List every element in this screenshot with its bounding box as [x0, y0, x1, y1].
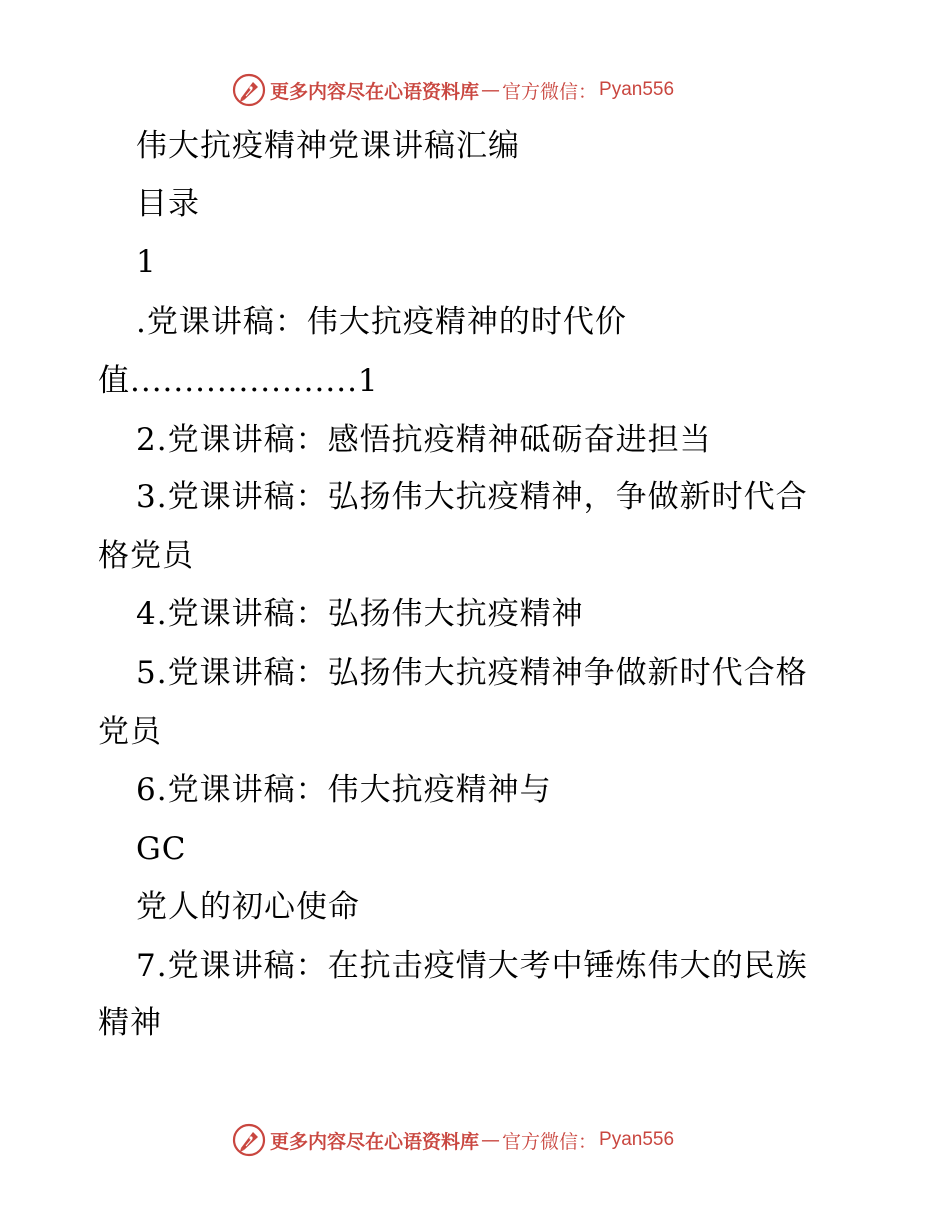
pen-nib-logo-icon [232, 73, 266, 107]
toc-item-1-line1: .党课讲稿：伟大抗疫精神的时代价 [136, 304, 627, 340]
toc-item-1-number: 1 [136, 244, 157, 280]
header-banner [232, 72, 674, 108]
banner-promo-text: 更多内容尽在心语资料库 [270, 1130, 480, 1153]
document-title: 伟大抗疫精神党课讲稿汇编 [136, 128, 520, 164]
toc-heading: 目录 [136, 186, 200, 222]
banner-wechat-id: Pyan556 [599, 1129, 675, 1150]
toc-item-6-line2: GC [136, 831, 187, 867]
banner-separator: — [481, 79, 501, 101]
footer-banner [232, 1122, 674, 1158]
toc-item-6-line3: 党人的初心使命 [136, 889, 360, 925]
banner-official-label: 官方微信： [502, 80, 598, 103]
toc-item-7-line1: 7.党课讲稿：在抗击疫情大考中锤炼伟大的民族 [136, 948, 808, 984]
banner-promo-text: 更多内容尽在心语资料库 [270, 80, 480, 103]
banner-separator: — [481, 1129, 501, 1151]
banner-official-label: 官方微信： [502, 1130, 598, 1153]
toc-item-2: 2.党课讲稿：感悟抗疫精神砥砺奋进担当 [136, 422, 712, 458]
toc-item-5-line2: 党员 [98, 714, 162, 750]
pen-nib-logo-icon [232, 1123, 266, 1157]
toc-item-6-line1: 6.党课讲稿：伟大抗疫精神与 [136, 772, 552, 808]
toc-item-3-line2: 格党员 [98, 538, 194, 574]
banner-wechat-id: Pyan556 [599, 79, 675, 100]
toc-item-3-line1: 3.党课讲稿：弘扬伟大抗疫精神，争做新时代合 [136, 479, 808, 515]
toc-item-4: 4.党课讲稿：弘扬伟大抗疫精神 [136, 596, 584, 632]
toc-item-1-line2: 值.....................1 [98, 363, 379, 399]
toc-item-5-line1: 5.党课讲稿：弘扬伟大抗疫精神争做新时代合格 [136, 655, 808, 691]
toc-item-7-line2: 精神 [98, 1005, 162, 1041]
